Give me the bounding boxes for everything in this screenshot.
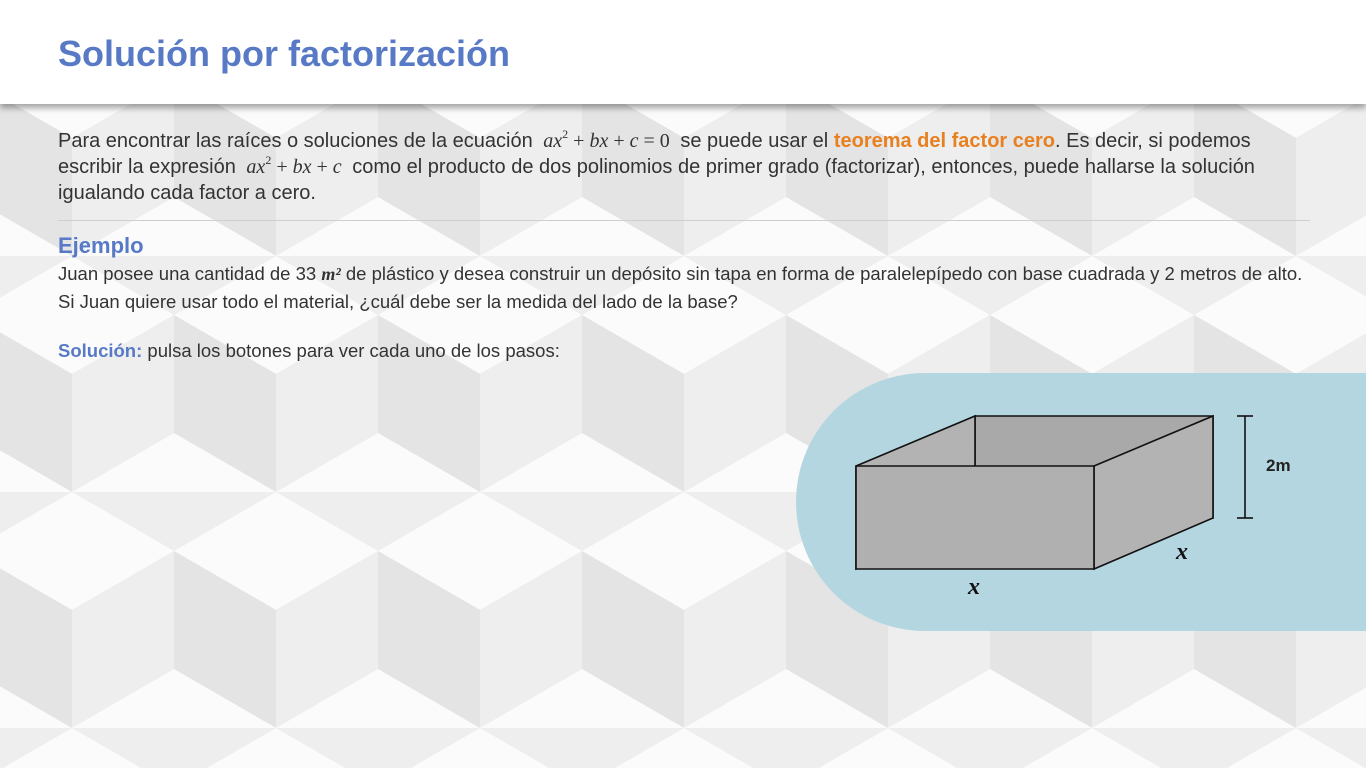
box-front-face <box>856 466 1094 569</box>
solution-instruction: pulsa los botones para ver cada uno de los pasos: <box>147 340 560 361</box>
base-depth-label: x <box>1176 539 1188 565</box>
equation-quadratic: $ax^2$ + bx + c = 0 <box>543 127 670 152</box>
section-divider <box>58 220 1310 221</box>
expression-quadratic: $ax^2$ + bx + c <box>246 153 342 178</box>
intro-section <box>58 128 1308 206</box>
solution-line <box>58 340 560 362</box>
intro-paragraph <box>58 128 1308 206</box>
intro-text-2: se puede usar el <box>680 130 829 152</box>
open-box-diagram <box>796 373 1366 631</box>
unit-square-meters: m² <box>321 264 341 284</box>
solution-label: Solución: <box>58 340 143 361</box>
height-label: 2m <box>1266 456 1291 475</box>
base-width-label: x <box>968 574 980 600</box>
intro-text-1: Para encontrar las raíces o soluciones de la ecuación <box>58 130 533 152</box>
example-text-1: Juan posee una cantidad de 33 <box>58 263 317 284</box>
example-text-2: de plástico y desea construir un depósito sin tapa en forma de paralelepípedo con base cuadrada y 2 metros de alto. Si Juan quiere usar todo el material, ¿cuál debe ser la medida del lado de la base? <box>58 263 1303 312</box>
zero-factor-theorem-highlight: teorema del factor cero <box>833 130 1056 152</box>
example-paragraph <box>58 260 1318 315</box>
header-bar <box>0 0 1366 104</box>
intro-text-4: como el producto de dos polinomios de primer grado (factorizar), entonces, puede hallarse la solución igualando cada factor a cero. <box>58 156 1255 204</box>
example-heading: Ejemplo <box>58 233 144 258</box>
intro-text-3: . Es decir, si podemos escribir la expresión <box>58 130 1251 178</box>
page-title: Solución por factorización <box>58 33 511 74</box>
